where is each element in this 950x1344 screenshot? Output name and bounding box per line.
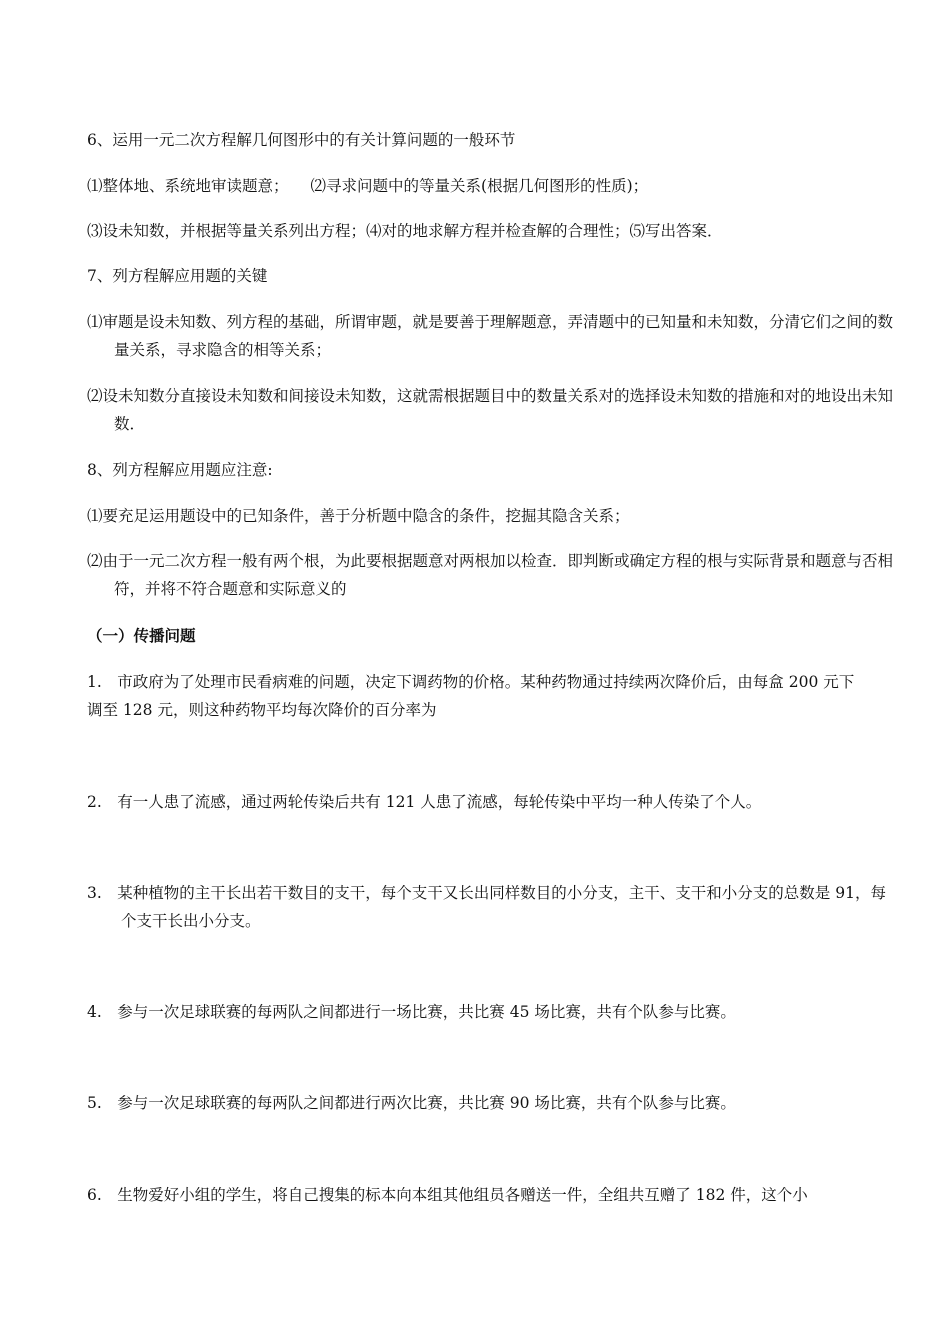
question-3: 3. 某种植物的主干长出若干数目的支干，每个支干又长出同样数目的小分支，主干、支干和小分支的总数是 91，每个支干长出小分支。 xyxy=(87,884,886,930)
section-6-line-2: ⑶设未知数，并根据等量关系列出方程；⑷对的地求解方程并检查解的合理性；⑸写出答案． xyxy=(87,222,723,240)
section-6-step-1: ⑴整体地、系统地审读题意； xyxy=(87,177,289,195)
section-7-item-2: ⑵设未知数分直接设未知数和间接设未知数，这就需根据题目中的数量关系对的选择设未知数的措施和对的地设出未知数． xyxy=(87,387,894,433)
section-6-step-2: ⑵寻求问题中的等量关系(根据几何图形的性质)； xyxy=(310,177,649,195)
section-6-line-1 xyxy=(87,172,867,200)
question-6: 6. 生物爱好小组的学生，将自己搜集的标本向本组其他组员各赠送一件，全组共互赠了 182 件，这个小 xyxy=(87,1186,808,1204)
section-8-heading: 8、列方程解应用题应注意: xyxy=(87,461,273,479)
question-2: 2. 有一人患了流感，通过两轮传染后共有 121 人患了流感，每轮传染中平均一种人传染了个人。 xyxy=(87,793,762,811)
question-5: 5. 参与一次足球联赛的每两队之间都进行两次比赛，共比赛 90 场比赛，共有个队参与比赛。 xyxy=(87,1094,736,1112)
question-1: 1. 市政府为了处理市民看病难的问题，决定下调药物的价格。某种药物通过持续两次降价后，由每盒 200 元下调至 128 元，则这种药物平均每次降价的百分率为 xyxy=(87,673,855,719)
section-7-heading: 7、列方程解应用题的关键 xyxy=(87,267,268,285)
question-4: 4. 参与一次足球联赛的每两队之间都进行一场比赛，共比赛 45 场比赛，共有个队参与比赛。 xyxy=(87,1003,736,1021)
section-7-item-1: ⑴审题是设未知数、列方程的基础，所谓审题，就是要善于理解题意，弄清题中的已知量和未知数，分清它们之间的数量关系，寻求隐含的相等关系； xyxy=(87,313,894,359)
section-6-heading: 6、运用一元二次方程解几何图形中的有关计算问题的一般环节 xyxy=(87,131,516,149)
part-1-heading: （一）传播问题 xyxy=(87,626,196,645)
section-8-item-2: ⑵由于一元二次方程一般有两个根，为此要根据题意对两根加以检查．即判断或确定方程的根与实际背景和题意与否相符，并将不符合题意和实际意义的 xyxy=(87,552,894,598)
section-8-item-1: ⑴要充足运用题设中的已知条件，善于分析题中隐含的条件，挖掘其隐含关系； xyxy=(87,507,630,525)
